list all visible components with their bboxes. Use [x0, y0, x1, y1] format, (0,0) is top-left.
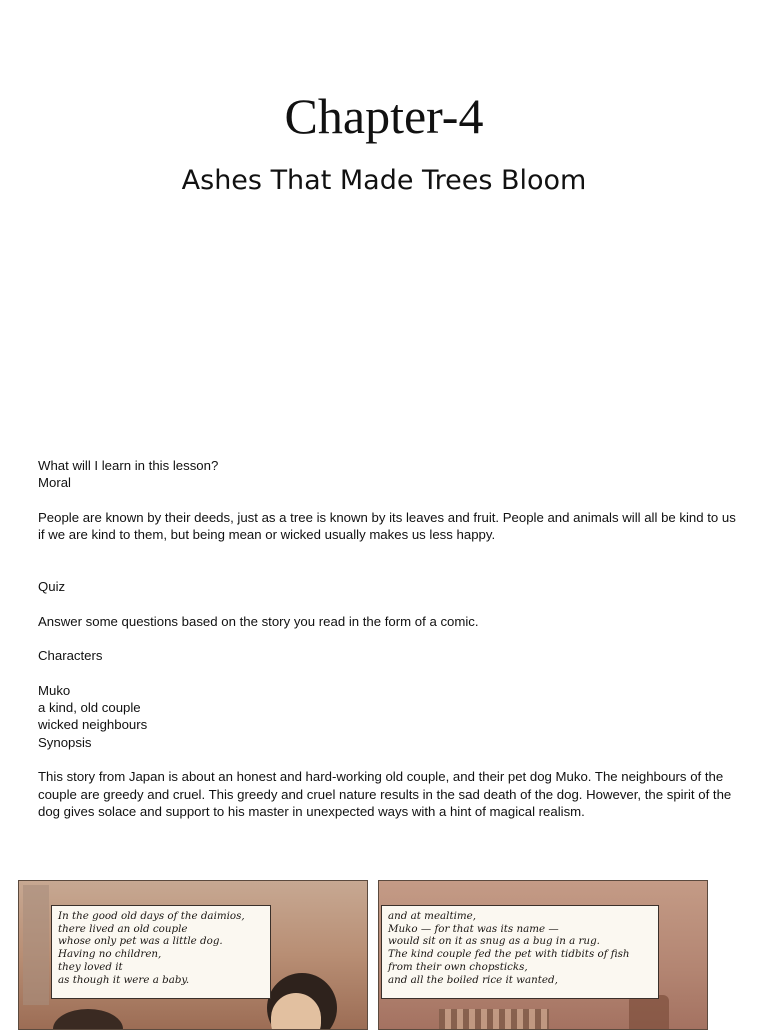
caption-line: there lived an old couple [58, 922, 188, 935]
caption-line: whose only pet was a little dog. [58, 935, 223, 948]
comic-caption-right [381, 905, 659, 999]
old-woman-figure [53, 1009, 123, 1030]
quiz-text: Answer some questions based on the story you read in the form of a comic. [38, 613, 479, 629]
character-item: wicked neighbours [38, 717, 148, 733]
character-item: Muko [38, 682, 71, 698]
comic-caption-left [51, 905, 271, 999]
comic-panel-left [18, 880, 368, 1030]
lesson-content [38, 457, 738, 820]
window-illustration [23, 885, 49, 1005]
comic-panel-right [378, 880, 708, 1030]
chapter-title: Chapter-4 [284, 88, 484, 144]
story-title: Ashes That Made Trees Bloom [181, 165, 587, 196]
caption-line: from their own chopsticks, [388, 960, 528, 973]
characters-heading: Characters [38, 648, 103, 664]
caption-line: Having no children, [58, 948, 162, 961]
caption-line: In the good old days of the daimios, [58, 910, 245, 922]
lesson-question: What will I learn in this lesson? [38, 458, 219, 473]
caption-line: Muko — for that was its name — [388, 922, 559, 935]
synopsis-line: This story from Japan is about an honest and hard-working old couple, and their pet dog Muko. The neighbours of the [38, 769, 724, 785]
lamp-illustration [629, 995, 669, 1030]
character-item: a kind, old couple [38, 700, 141, 716]
moral-text-line: if we are kind to them, but being mean or wicked usually makes us less happy. [38, 527, 496, 543]
caption-line: and at mealtime, [388, 910, 477, 922]
caption-line: as though it were a baby. [58, 973, 190, 986]
synopsis-line: couple are greedy and cruel. This greedy and cruel nature results in the sad death of the dog. However, the spirit of the [38, 786, 732, 802]
synopsis-line: dog gives solace and support to his master in unexpected ways with a hint of magical realism. [38, 803, 585, 819]
moral-heading: Moral [38, 475, 71, 491]
caption-line: would sit on it as snug as a bug in a rug. [388, 935, 600, 948]
caption-line: they loved it [58, 960, 123, 973]
quiz-heading: Quiz [38, 579, 66, 595]
caption-line: The kind couple fed the pet with tidbits of fish [388, 948, 630, 961]
synopsis-heading: Synopsis [38, 734, 92, 750]
caption-line: and all the boiled rice it wanted, [388, 973, 558, 986]
shelf-illustration [439, 1009, 549, 1030]
moral-text-line: People are known by their deeds, just as a tree is known by its leaves and fruit. People and animals will all be kind to us [38, 509, 736, 525]
